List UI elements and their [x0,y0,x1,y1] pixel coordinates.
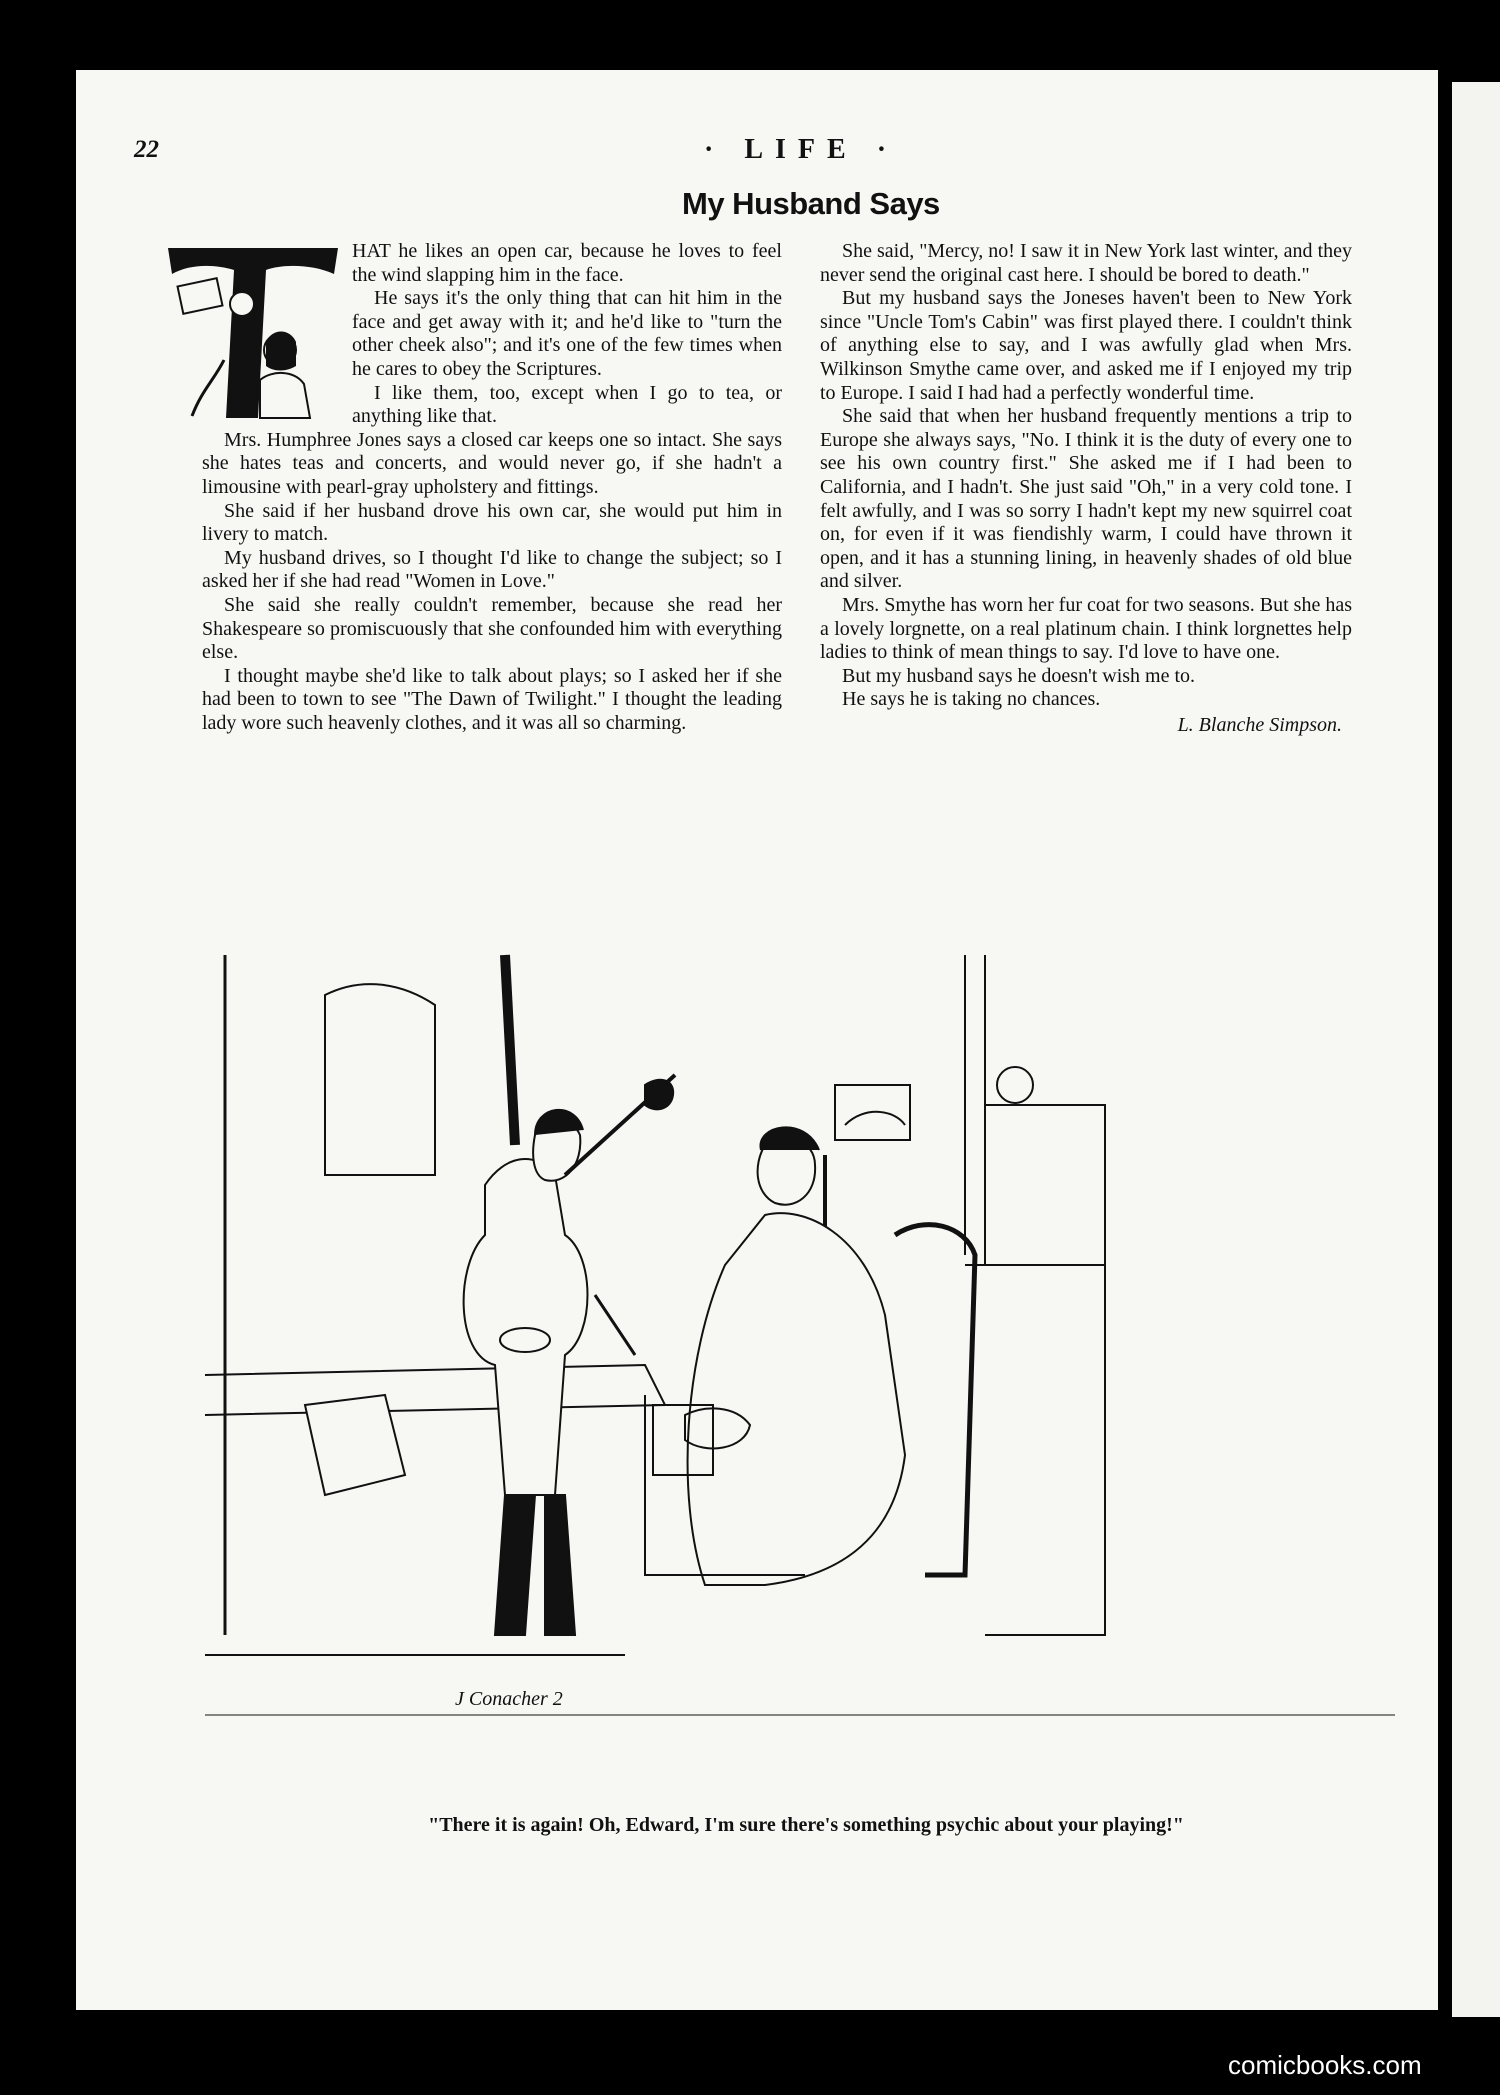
cartoon-illustration [205,935,1395,1800]
paragraph: She said if her husband drove his own car, she would put him in livery to match. [202,499,782,546]
article-title: My Husband Says [682,186,940,221]
paragraph: She said, "Mercy, no! I saw it in New York last winter, and they never send the original cast here. I should be bored to death." [820,240,1352,286]
paragraph: But my husband says he doesn't wish me to. [842,664,1196,687]
paragraph: Mrs. Humphree Jones says a closed car keeps one so intact. She says she hates teas and concerts, and would never go, if she hadn't a limousine with pearl-gray upholstery and fittings. [202,428,782,498]
paragraph: He says he is taking no chances. [842,688,1101,711]
paragraph: I like them, too, except when I go to tea, or anything like that. [352,381,782,428]
paragraph: But my husband says the Joneses haven't been to New York since "Uncle Tom's Cabin" was first played there. I couldn't think of anything else to say, and I was awfully glad when Mrs. Wilkinson Smythe came over, and asked me if I enjoyed my trip to Europe. I said I had had a perfectly wonderful time. [820,287,1352,404]
author-signature: L. Blanche Simpson. [1177,713,1342,736]
paragraph: He says it's the only thing that can hit him in the face and get away with it; and he'd like to "turn the other cheek also"; and it's one of the few times when he cares to obey the Scriptures. [352,287,782,380]
paragraph: My husband drives, so I thought I'd like to change the subject; so I asked her if she had read "Women in Love." [202,546,782,593]
page-number: 22 [134,136,159,163]
illustration-caption: "There it is again! Oh, Edward, I'm sure there's something psychic about your playing!" [428,1814,1184,1836]
paragraph: HAT he likes an open car, because he loves to feel the wind slapping him in the face. [352,240,782,286]
article-right-column [820,240,1352,737]
magazine-title: · LIFE · [704,134,899,165]
watermark: comicbooks.com [1228,2050,1422,2080]
svg-text:J Conacher 2: J Conacher 2 [455,1688,563,1710]
article-left-column [202,240,782,735]
paragraph: She said that when her husband frequently mentions a trip to Europe she always says, "No. I think it is the duty of every one to see his own country first." She asked me if I had been to California, and I hadn't. She just said "Oh," in a very cold tone. I felt awfully, and I was so sorry I hadn't kept my new squirrel coat on, for even if it was fiendishly warm, I could have thrown it open, and it has a stunning lining, in heavenly shades of old blue and silver. [820,405,1352,593]
paragraph: I thought maybe she'd like to talk about plays; so I asked her if she had been to town to see "The Dawn of Twilight." I thought the leading lady wore such heavenly clothes, and it was all so charming. [202,664,782,734]
dropcap-t-illustration [162,240,342,420]
paragraph: She said she really couldn't remember, because she read her Shakespeare so promiscuously that she confounded him with everything else. [202,593,782,664]
paragraph: Mrs. Smythe has worn her fur coat for two seasons. But she has a lovely lorgnette, on a real platinum chain. I think lorgnettes help ladies to think of mean things to say. I'd love to have one. [820,593,1352,664]
adjacent-page-edge [1452,82,1500,2017]
